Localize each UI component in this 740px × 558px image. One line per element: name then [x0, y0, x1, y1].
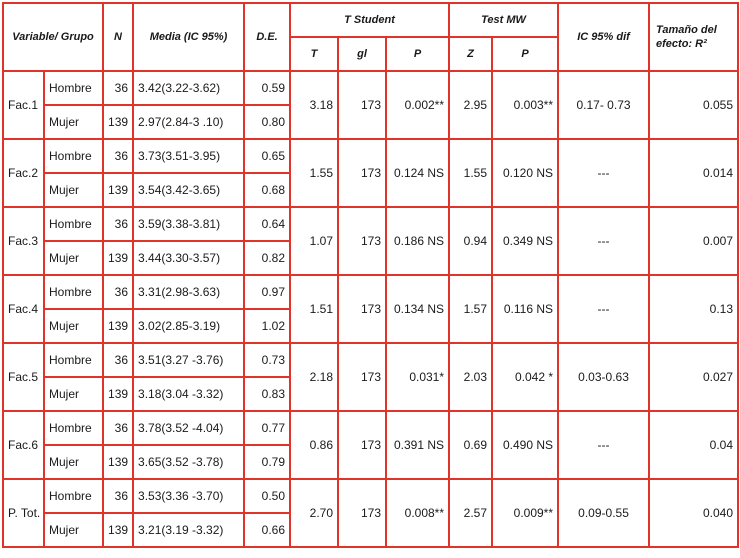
- n-cell: 36: [103, 71, 133, 105]
- group-cell: Mujer: [44, 241, 103, 275]
- table-row: [3, 411, 738, 445]
- media-cell: 3.73(3.51-3.95): [133, 139, 244, 173]
- n-cell: 139: [103, 309, 133, 343]
- media-cell: 3.54(3.42-3.65): [133, 173, 244, 207]
- de-cell: 0.79: [244, 445, 290, 479]
- z-cell: 2.03: [449, 343, 492, 411]
- de-cell: 0.77: [244, 411, 290, 445]
- media-cell: 3.65(3.52 -3.78): [133, 445, 244, 479]
- p-t-cell: 0.008**: [386, 479, 449, 547]
- table-row: [3, 275, 738, 309]
- group-cell: Mujer: [44, 105, 103, 139]
- n-cell: 36: [103, 479, 133, 513]
- z-cell: 0.69: [449, 411, 492, 479]
- gl-cell: 173: [338, 411, 386, 479]
- header-n: N: [103, 3, 133, 71]
- variable-cell: Fac.5: [3, 343, 44, 411]
- ic-dif-cell: 0.17- 0.73: [558, 71, 649, 139]
- header-de: D.E.: [244, 3, 290, 71]
- header-gl: gl: [338, 37, 386, 71]
- gl-cell: 173: [338, 343, 386, 411]
- t-cell: 3.18: [290, 71, 338, 139]
- group-cell: Mujer: [44, 377, 103, 411]
- group-cell: Mujer: [44, 173, 103, 207]
- n-cell: 139: [103, 377, 133, 411]
- p-t-cell: 0.031*: [386, 343, 449, 411]
- p-t-cell: 0.124 NS: [386, 139, 449, 207]
- t-cell: 2.70: [290, 479, 338, 547]
- gl-cell: 173: [338, 207, 386, 275]
- r2-cell: 0.014: [649, 139, 738, 207]
- gl-cell: 173: [338, 479, 386, 547]
- group-cell: Mujer: [44, 445, 103, 479]
- ic-dif-cell: ---: [558, 411, 649, 479]
- de-cell: 0.66: [244, 513, 290, 547]
- n-cell: 139: [103, 105, 133, 139]
- results-body: [3, 71, 738, 547]
- header-variable-grupo: Variable/ Grupo: [3, 3, 103, 71]
- r2-cell: 0.055: [649, 71, 738, 139]
- header-t: T: [290, 37, 338, 71]
- media-cell: 2.97(2.84-3 .10): [133, 105, 244, 139]
- z-cell: 2.95: [449, 71, 492, 139]
- t-cell: 2.18: [290, 343, 338, 411]
- group-cell: Hombre: [44, 71, 103, 105]
- media-cell: 3.44(3.30-3.57): [133, 241, 244, 275]
- p-mw-cell: 0.003**: [492, 71, 558, 139]
- media-cell: 3.53(3.36 -3.70): [133, 479, 244, 513]
- n-cell: 36: [103, 411, 133, 445]
- gl-cell: 173: [338, 275, 386, 343]
- de-cell: 0.64: [244, 207, 290, 241]
- variable-cell: P. Tot.: [3, 479, 44, 547]
- r2-cell: 0.04: [649, 411, 738, 479]
- group-cell: Hombre: [44, 275, 103, 309]
- results-table: [2, 2, 739, 548]
- p-t-cell: 0.391 NS: [386, 411, 449, 479]
- de-cell: 0.50: [244, 479, 290, 513]
- variable-cell: Fac.2: [3, 139, 44, 207]
- group-cell: Hombre: [44, 139, 103, 173]
- p-mw-cell: 0.490 NS: [492, 411, 558, 479]
- r2-cell: 0.027: [649, 343, 738, 411]
- header-z: Z: [449, 37, 492, 71]
- header-row-top: [3, 3, 738, 37]
- de-cell: 0.65: [244, 139, 290, 173]
- de-cell: 0.82: [244, 241, 290, 275]
- media-cell: 3.21(3.19 -3.32): [133, 513, 244, 547]
- de-cell: 1.02: [244, 309, 290, 343]
- de-cell: 0.80: [244, 105, 290, 139]
- table-row: [3, 71, 738, 105]
- p-mw-cell: 0.042 *: [492, 343, 558, 411]
- group-cell: Mujer: [44, 513, 103, 547]
- gl-cell: 173: [338, 139, 386, 207]
- z-cell: 1.55: [449, 139, 492, 207]
- header-t-student: T Student: [290, 3, 449, 37]
- de-cell: 0.59: [244, 71, 290, 105]
- table-row: [3, 139, 738, 173]
- variable-cell: Fac.6: [3, 411, 44, 479]
- n-cell: 139: [103, 173, 133, 207]
- n-cell: 36: [103, 139, 133, 173]
- z-cell: 0.94: [449, 207, 492, 275]
- group-cell: Mujer: [44, 309, 103, 343]
- de-cell: 0.73: [244, 343, 290, 377]
- header-ic-dif: IC 95% dif: [558, 3, 649, 71]
- p-mw-cell: 0.009**: [492, 479, 558, 547]
- media-cell: 3.51(3.27 -3.76): [133, 343, 244, 377]
- de-cell: 0.68: [244, 173, 290, 207]
- group-cell: Hombre: [44, 343, 103, 377]
- n-cell: 139: [103, 445, 133, 479]
- variable-cell: Fac.1: [3, 71, 44, 139]
- group-cell: Hombre: [44, 411, 103, 445]
- t-cell: 1.07: [290, 207, 338, 275]
- t-cell: 0.86: [290, 411, 338, 479]
- table-row: [3, 343, 738, 377]
- variable-cell: Fac.3: [3, 207, 44, 275]
- ic-dif-cell: ---: [558, 139, 649, 207]
- media-cell: 3.42(3.22-3.62): [133, 71, 244, 105]
- t-cell: 1.55: [290, 139, 338, 207]
- p-mw-cell: 0.120 NS: [492, 139, 558, 207]
- media-cell: 3.02(2.85-3.19): [133, 309, 244, 343]
- ic-dif-cell: 0.03-0.63: [558, 343, 649, 411]
- group-cell: Hombre: [44, 479, 103, 513]
- n-cell: 36: [103, 275, 133, 309]
- z-cell: 2.57: [449, 479, 492, 547]
- r2-cell: 0.007: [649, 207, 738, 275]
- r2-cell: 0.040: [649, 479, 738, 547]
- ic-dif-cell: ---: [558, 207, 649, 275]
- media-cell: 3.18(3.04 -3.32): [133, 377, 244, 411]
- de-cell: 0.97: [244, 275, 290, 309]
- r2-cell: 0.13: [649, 275, 738, 343]
- header-p-t: P: [386, 37, 449, 71]
- ic-dif-cell: 0.09-0.55: [558, 479, 649, 547]
- table-row: [3, 207, 738, 241]
- variable-cell: Fac.4: [3, 275, 44, 343]
- p-t-cell: 0.186 NS: [386, 207, 449, 275]
- n-cell: 139: [103, 241, 133, 275]
- group-cell: Hombre: [44, 207, 103, 241]
- p-mw-cell: 0.349 NS: [492, 207, 558, 275]
- header-tamano-efecto: Tamaño del efecto: R²: [649, 3, 738, 71]
- t-cell: 1.51: [290, 275, 338, 343]
- header-p-mw: P: [492, 37, 558, 71]
- n-cell: 36: [103, 343, 133, 377]
- gl-cell: 173: [338, 71, 386, 139]
- p-t-cell: 0.134 NS: [386, 275, 449, 343]
- p-t-cell: 0.002**: [386, 71, 449, 139]
- media-cell: 3.78(3.52 -4.04): [133, 411, 244, 445]
- header-test-mw: Test MW: [449, 3, 558, 37]
- n-cell: 139: [103, 513, 133, 547]
- p-mw-cell: 0.116 NS: [492, 275, 558, 343]
- ic-dif-cell: ---: [558, 275, 649, 343]
- media-cell: 3.59(3.38-3.81): [133, 207, 244, 241]
- n-cell: 36: [103, 207, 133, 241]
- header-media: Media (IC 95%): [133, 3, 244, 71]
- z-cell: 1.57: [449, 275, 492, 343]
- de-cell: 0.83: [244, 377, 290, 411]
- table-row: [3, 479, 738, 513]
- media-cell: 3.31(2.98-3.63): [133, 275, 244, 309]
